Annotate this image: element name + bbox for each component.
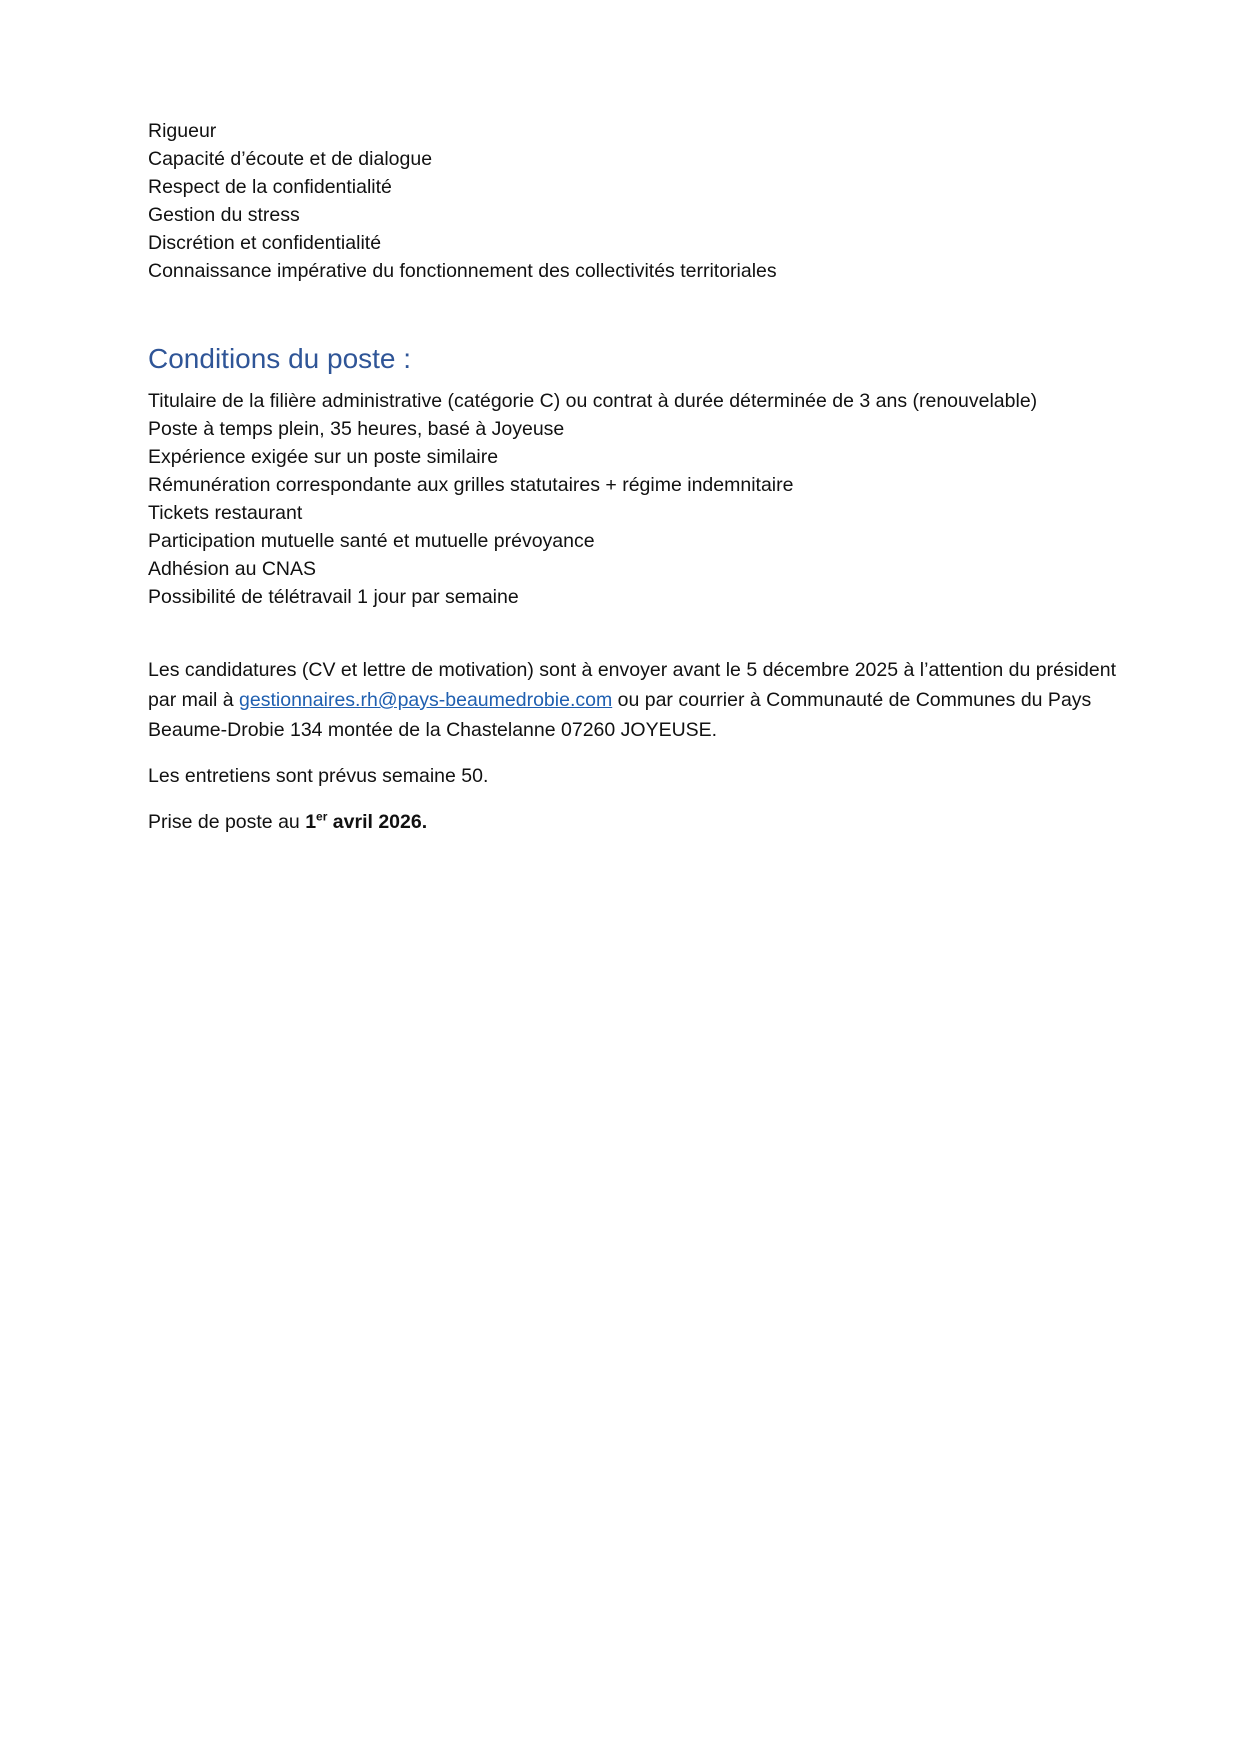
list-item: Connaissance impérative du fonctionnement des collectivités territoriales xyxy=(148,260,777,282)
list-item: Gestion du stress xyxy=(148,204,300,226)
application-text-after: ou par courrier à Communauté de Communes du Pays Beaume-Drobie 134 montée de la Chastelanne 07260 JOYEUSE. xyxy=(148,689,1092,741)
document-page xyxy=(148,117,1128,837)
list-item: Poste à temps plein, 35 heures, basé à Joyeuse xyxy=(148,418,565,440)
list-item: Expérience exigée sur un poste similaire xyxy=(148,446,499,468)
list-item: Titulaire de la filière administrative (catégorie C) ou contrat à durée déterminée de 3 ans (renouvelable) xyxy=(148,390,1038,412)
list-item: Participation mutuelle santé et mutuelle prévoyance xyxy=(148,530,595,552)
start-prefix: Prise de poste au xyxy=(148,811,306,833)
start-rest: avril 2026. xyxy=(327,811,428,833)
list-item: Discrétion et confidentialité xyxy=(148,232,382,254)
list-item: Tickets restaurant xyxy=(148,502,303,524)
start-date xyxy=(305,811,427,833)
list-item: Adhésion au CNAS xyxy=(148,558,317,580)
application-paragraph xyxy=(148,655,1128,745)
list-item: Rigueur xyxy=(148,120,217,142)
list-item: Capacité d’écoute et de dialogue xyxy=(148,148,433,170)
start-date-paragraph xyxy=(148,807,1128,837)
list-item: Rémunération correspondante aux grilles statutaires + régime indemnitaire xyxy=(148,474,794,496)
qualities-list xyxy=(148,117,1128,285)
application-text-before: Les candidatures (CV et lettre de motivation) sont à envoyer avant le 5 décembre 2025 à l’attention du président par mail à xyxy=(148,659,1116,711)
list-item: Possibilité de télétravail 1 jour par semaine xyxy=(148,586,519,608)
interviews-paragraph: Les entretiens sont prévus semaine 50. xyxy=(148,765,489,787)
conditions-list xyxy=(148,387,1128,611)
conditions-heading: Conditions du poste : xyxy=(148,343,412,374)
start-day: 1 xyxy=(305,811,317,833)
list-item: Respect de la confidentialité xyxy=(148,176,392,198)
email-link[interactable]: gestionnaires.rh@pays-beaumedrobie.com xyxy=(239,689,613,711)
start-ordinal: er xyxy=(316,809,328,824)
